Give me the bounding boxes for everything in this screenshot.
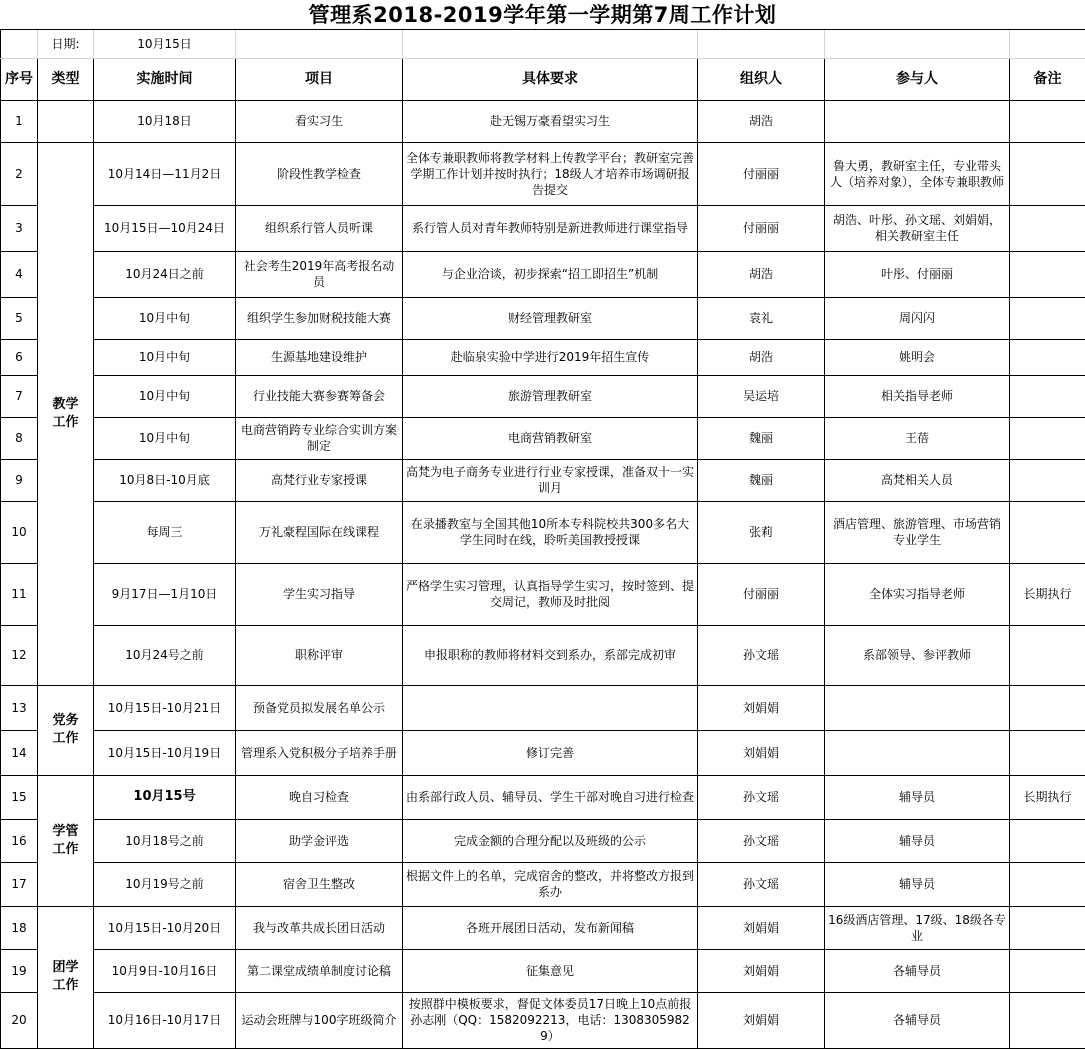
category-label: 教学 (52, 396, 79, 412)
remark-cell (1010, 142, 1085, 205)
category-label: 工作 (52, 978, 79, 993)
header-organizer: 组织人 (698, 58, 825, 100)
item-cell: 行业技能大赛参赛筹备会 (236, 375, 403, 417)
header-row (1, 58, 1085, 100)
category-cell (38, 142, 94, 685)
organizer-cell: 刘娟娟 (698, 685, 825, 730)
row-number: 1 (1, 100, 38, 142)
item-cell: 学生实习指导 (236, 563, 403, 625)
requirement-cell: 赴临泉实验中学进行2019年招生宣传 (403, 339, 698, 375)
remark-cell (1010, 992, 1085, 1048)
item-cell: 运动会班牌与100字班级简介 (236, 992, 403, 1048)
participants-cell: 系部领导、参评教师 (825, 625, 1010, 685)
remark-cell: 长期执行 (1010, 563, 1085, 625)
row-number: 14 (1, 730, 38, 775)
time-cell: 10月18日 (94, 100, 236, 142)
date-value: 10月15日 (94, 30, 236, 58)
table-row (1, 251, 1085, 297)
participants-cell (825, 100, 1010, 142)
item-cell: 组织学生参加财税技能大赛 (236, 297, 403, 339)
item-cell: 生源基地建设维护 (236, 339, 403, 375)
participants-cell: 高梵相关人员 (825, 459, 1010, 501)
category-cell (38, 906, 94, 1048)
row-number: 8 (1, 417, 38, 459)
item-cell: 组织系行管人员听课 (236, 205, 403, 251)
organizer-cell: 袁礼 (698, 297, 825, 339)
table-row (1, 819, 1085, 862)
requirement-cell: 全体专兼职教师将教学材料上传教学平台；教研室完善学期工作计划并按时执行；18级人才培养市场调研报告提交 (403, 142, 698, 205)
item-cell: 万礼豪程国际在线课程 (236, 501, 403, 563)
participants-cell: 相关指导老师 (825, 375, 1010, 417)
time-cell: 10月16日-10月17日 (94, 992, 236, 1048)
row-number: 19 (1, 949, 38, 992)
requirement-cell: 财经管理教研室 (403, 297, 698, 339)
plan-table (0, 30, 1085, 1049)
item-cell: 看实习生 (236, 100, 403, 142)
organizer-cell: 吴运培 (698, 375, 825, 417)
table-row (1, 906, 1085, 949)
participants-cell: 胡浩、叶彤、孙文瑶、刘娟娟，相关教研室主任 (825, 205, 1010, 251)
requirement-cell: 完成金额的合理分配以及班级的公示 (403, 819, 698, 862)
participants-cell: 辅导员 (825, 862, 1010, 906)
organizer-cell: 胡浩 (698, 339, 825, 375)
participants-cell: 酒店管理、旅游管理、市场营销专业学生 (825, 501, 1010, 563)
remark-cell (1010, 100, 1085, 142)
table-row (1, 685, 1085, 730)
table-row (1, 992, 1085, 1048)
organizer-cell: 刘娟娟 (698, 906, 825, 949)
requirement-cell: 与企业洽谈，初步探索“招工即招生”机制 (403, 251, 698, 297)
item-cell: 高梵行业专家授课 (236, 459, 403, 501)
table-row (1, 775, 1085, 819)
table-row (1, 417, 1085, 459)
page-title: 管理系2018-2019学年第一学期第7周工作计划 (0, 0, 1085, 30)
participants-cell: 辅导员 (825, 819, 1010, 862)
date-empty-cell (1, 30, 38, 58)
remark-cell: 长期执行 (1010, 775, 1085, 819)
table-row (1, 100, 1085, 142)
requirement-cell: 由系部行政人员、辅导员、学生干部对晚自习进行检查 (403, 775, 698, 819)
row-number: 16 (1, 819, 38, 862)
item-cell: 电商营销跨专业综合实训方案制定 (236, 417, 403, 459)
table-row (1, 142, 1085, 205)
remark-cell (1010, 417, 1085, 459)
type-cell (38, 100, 94, 142)
remark-cell (1010, 339, 1085, 375)
row-number: 12 (1, 625, 38, 685)
participants-cell: 全体实习指导老师 (825, 563, 1010, 625)
organizer-cell: 付丽丽 (698, 142, 825, 205)
requirement-cell (403, 685, 698, 730)
item-cell: 助学金评选 (236, 819, 403, 862)
table-row (1, 339, 1085, 375)
row-number: 13 (1, 685, 38, 730)
time-cell: 每周三 (94, 501, 236, 563)
time-cell: 10月15号 (94, 775, 236, 819)
time-cell: 10月14日—11月2日 (94, 142, 236, 205)
organizer-cell: 孙文瑶 (698, 862, 825, 906)
item-cell: 宿舍卫生整改 (236, 862, 403, 906)
requirement-cell: 修订完善 (403, 730, 698, 775)
date-row (1, 30, 1085, 58)
row-number: 15 (1, 775, 38, 819)
time-cell: 10月15日-10月21日 (94, 685, 236, 730)
remark-cell (1010, 949, 1085, 992)
header-type: 类型 (38, 58, 94, 100)
time-cell: 10月中旬 (94, 339, 236, 375)
organizer-cell: 魏丽 (698, 417, 825, 459)
remark-cell (1010, 297, 1085, 339)
table-row (1, 459, 1085, 501)
organizer-cell: 孙文瑶 (698, 775, 825, 819)
item-cell: 晚自习检查 (236, 775, 403, 819)
category-label: 工作 (52, 731, 79, 746)
table-row (1, 563, 1085, 625)
organizer-cell: 付丽丽 (698, 205, 825, 251)
participants-cell: 16级酒店管理、17级、18级各专业 (825, 906, 1010, 949)
requirement-cell: 征集意见 (403, 949, 698, 992)
row-number: 11 (1, 563, 38, 625)
requirement-cell: 在录播教室与全国其他10所本专科院校共300多名大学生同时在线，聆听美国教授授课 (403, 501, 698, 563)
participants-cell: 周闪闪 (825, 297, 1010, 339)
requirement-cell: 旅游管理教研室 (403, 375, 698, 417)
header-requirement: 具体要求 (403, 58, 698, 100)
requirement-cell: 赴无锡万豪看望实习生 (403, 100, 698, 142)
time-cell: 10月24日之前 (94, 251, 236, 297)
participants-cell: 姚明会 (825, 339, 1010, 375)
row-number: 18 (1, 906, 38, 949)
participants-cell: 各辅导员 (825, 992, 1010, 1048)
organizer-cell: 刘娟娟 (698, 992, 825, 1048)
requirement-cell: 申报职称的教师将材料交到系办，系部完成初审 (403, 625, 698, 685)
organizer-cell: 胡浩 (698, 251, 825, 297)
date-label: 日期: (38, 30, 94, 58)
organizer-cell: 胡浩 (698, 100, 825, 142)
time-cell: 10月15日-10月20日 (94, 906, 236, 949)
table-row (1, 501, 1085, 563)
row-number: 4 (1, 251, 38, 297)
row-number: 3 (1, 205, 38, 251)
requirement-cell: 高梵为电子商务专业进行行业专家授课，准备双十一实训月 (403, 459, 698, 501)
requirement-cell: 按照群中模板要求，督促文体委员17日晚上10点前报孙志刚（QQ：1582092213，电话：13083059829） (403, 992, 698, 1048)
remark-cell (1010, 819, 1085, 862)
item-cell: 社会考生2019年高考报名动员 (236, 251, 403, 297)
table-row (1, 297, 1085, 339)
time-cell: 10月24号之前 (94, 625, 236, 685)
time-cell: 10月8日-10月底 (94, 459, 236, 501)
participants-cell: 鲁大勇，教研室主任，专业带头人（培养对象），全体专兼职教师 (825, 142, 1010, 205)
header-no: 序号 (1, 58, 38, 100)
remark-cell (1010, 862, 1085, 906)
remark-cell (1010, 685, 1085, 730)
time-cell: 10月中旬 (94, 417, 236, 459)
item-cell: 职称评审 (236, 625, 403, 685)
participants-cell: 王蓓 (825, 417, 1010, 459)
remark-cell (1010, 730, 1085, 775)
organizer-cell: 孙文瑶 (698, 625, 825, 685)
participants-cell: 辅导员 (825, 775, 1010, 819)
header-remark: 备注 (1010, 58, 1085, 100)
table-row (1, 205, 1085, 251)
table-row (1, 862, 1085, 906)
category-cell (38, 775, 94, 906)
row-number: 7 (1, 375, 38, 417)
item-cell: 阶段性教学检查 (236, 142, 403, 205)
header-participants: 参与人 (825, 58, 1010, 100)
organizer-cell: 付丽丽 (698, 563, 825, 625)
participants-cell: 叶彤、付丽丽 (825, 251, 1010, 297)
participants-cell: 各辅导员 (825, 949, 1010, 992)
requirement-cell: 电商营销教研室 (403, 417, 698, 459)
category-label: 团学 (52, 960, 79, 975)
category-label: 工作 (52, 841, 79, 857)
table-row (1, 375, 1085, 417)
table-row (1, 949, 1085, 992)
category-label: 学管 (52, 823, 79, 839)
time-cell: 10月15日-10月19日 (94, 730, 236, 775)
item-cell: 第二课堂成绩单制度讨论稿 (236, 949, 403, 992)
remark-cell (1010, 251, 1085, 297)
table-row (1, 730, 1085, 775)
item-cell: 我与改革共成长团日活动 (236, 906, 403, 949)
item-cell: 管理系入党积极分子培养手册 (236, 730, 403, 775)
header-time: 实施时间 (94, 58, 236, 100)
remark-cell (1010, 906, 1085, 949)
time-cell: 10月19号之前 (94, 862, 236, 906)
requirement-cell: 根据文件上的名单，完成宿舍的整改，并将整改方报到系办 (403, 862, 698, 906)
time-cell: 10月中旬 (94, 375, 236, 417)
organizer-cell: 孙文瑶 (698, 819, 825, 862)
row-number: 5 (1, 297, 38, 339)
header-item: 项目 (236, 58, 403, 100)
time-cell: 10月18号之前 (94, 819, 236, 862)
category-cell (38, 685, 94, 775)
participants-cell (825, 730, 1010, 775)
row-number: 6 (1, 339, 38, 375)
organizer-cell: 张莉 (698, 501, 825, 563)
participants-cell (825, 685, 1010, 730)
remark-cell (1010, 375, 1085, 417)
time-cell: 10月中旬 (94, 297, 236, 339)
requirement-cell: 各班开展团日活动，发布新闻稿 (403, 906, 698, 949)
category-label: 工作 (52, 414, 79, 430)
row-number: 17 (1, 862, 38, 906)
row-number: 9 (1, 459, 38, 501)
organizer-cell: 刘娟娟 (698, 730, 825, 775)
requirement-cell: 严格学生实习管理，认真指导学生实习，按时签到、提交周记，教师及时批阅 (403, 563, 698, 625)
row-number: 20 (1, 992, 38, 1048)
time-cell: 10月9日-10月16日 (94, 949, 236, 992)
category-label: 党务 (52, 713, 79, 728)
time-cell: 9月17日—1月10日 (94, 563, 236, 625)
remark-cell (1010, 459, 1085, 501)
remark-cell (1010, 501, 1085, 563)
item-cell: 预备党员拟发展名单公示 (236, 685, 403, 730)
time-cell: 10月15日—10月24日 (94, 205, 236, 251)
table-row (1, 625, 1085, 685)
organizer-cell: 刘娟娟 (698, 949, 825, 992)
row-number: 2 (1, 142, 38, 205)
row-number: 10 (1, 501, 38, 563)
remark-cell (1010, 625, 1085, 685)
requirement-cell: 系行管人员对青年教师特别是新进教师进行课堂指导 (403, 205, 698, 251)
remark-cell (1010, 205, 1085, 251)
organizer-cell: 魏丽 (698, 459, 825, 501)
